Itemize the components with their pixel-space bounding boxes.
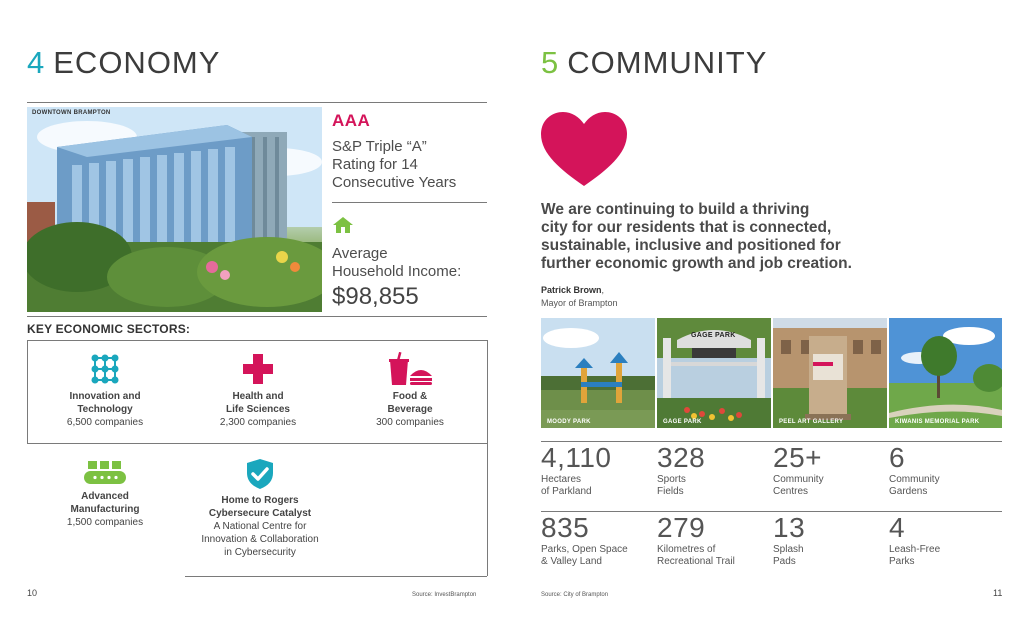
sector-food (350, 352, 470, 429)
sector-count: 1,500 companies (66, 517, 144, 528)
sector-name: Technology (77, 404, 133, 415)
sector-name: Advanced (81, 491, 129, 502)
stat-label: Recreational Trail (657, 556, 735, 567)
quote-line: sustainable, inclusive and positioned for (541, 237, 841, 254)
sector-name: Food & (392, 391, 428, 402)
gallery-illustration (773, 318, 887, 428)
stat-splash-pads (773, 512, 805, 568)
sector-description: Innovation & Collaboration (201, 534, 319, 545)
sectors-box-mid (27, 443, 487, 444)
heart-icon (541, 112, 627, 188)
sectors-box-top (27, 340, 487, 341)
rating-description (332, 138, 487, 192)
income-label-line: Household Income: (332, 263, 462, 280)
stat-value: 6 (889, 442, 906, 473)
income-value: $98,855 (332, 283, 419, 310)
mayor-quote (541, 201, 911, 273)
photo-caption: DOWNTOWN BRAMPTON (32, 110, 111, 116)
sector-description: in Cybersecurity (224, 547, 296, 558)
sector-name: Cybersecure Catalyst (208, 508, 312, 519)
economy-source: Source: InvestBrampton (412, 592, 477, 598)
photo-caption: KIWANIS MEMORIAL PARK (895, 419, 980, 425)
sector-innovation (45, 352, 165, 429)
stat-label: Community (773, 474, 824, 485)
author-name: Patrick Brown (541, 285, 602, 295)
sector-description: A National Centre for (213, 521, 307, 532)
sector-count: 6,500 companies (66, 417, 144, 428)
stat-value: 25+ (773, 442, 822, 473)
stat-label: of Parkland (541, 486, 592, 497)
rating-line: Consecutive Years (332, 174, 457, 191)
sector-name: Health and (232, 391, 284, 402)
sector-count: 300 companies (376, 417, 444, 428)
stat-label: Leash-Free (889, 544, 941, 555)
network-icon (89, 352, 121, 386)
stat-leash-free-parks (889, 512, 940, 568)
sector-count: 2,300 companies (219, 417, 297, 428)
stat-value: 835 (541, 512, 590, 543)
sector-health (198, 352, 318, 429)
stat-label: & Valley Land (541, 556, 602, 567)
page-number-right: 11 (993, 588, 1003, 598)
divider (27, 102, 487, 103)
stat-recreational-trail (657, 512, 735, 568)
gage-park-photo (657, 318, 771, 428)
sectors-heading: KEY ECONOMIC SECTORS: (27, 322, 191, 336)
sectors-box-right (487, 340, 488, 576)
stat-value: 4,110 (541, 442, 612, 473)
stat-open-space (541, 512, 628, 568)
sector-name: Life Sciences (226, 404, 290, 415)
author-role: Mayor of Brampton (541, 298, 618, 308)
sector-name: Home to Rogers (221, 495, 299, 506)
stat-community-centres (773, 442, 824, 498)
stat-value: 328 (657, 442, 706, 473)
sectors-box-bottom (185, 576, 487, 577)
community-section-label: COMMUNITY (567, 45, 768, 80)
drink-burger-icon (386, 352, 434, 386)
stat-label: Sports (657, 474, 686, 485)
peel-art-gallery-photo (773, 318, 887, 428)
downtown-brampton-photo (27, 107, 322, 312)
stat-label: Splash (773, 544, 804, 555)
rating-line: Rating for 14 (332, 156, 418, 173)
sector-name: Beverage (387, 404, 433, 415)
stat-label: Centres (773, 486, 809, 497)
aaa-rating-badge: AAA (332, 111, 371, 130)
stat-value: 13 (773, 512, 806, 543)
economy-section-number: 4 (27, 45, 46, 80)
quote-attribution: Patrick Brown, Mayor of Brampton (541, 285, 618, 308)
park-illustration (889, 318, 1002, 428)
sector-cybersecurity (190, 458, 330, 559)
stat-label: Community (889, 474, 940, 485)
community-source: Source: City of Brampton (541, 592, 609, 598)
stat-label: Pads (773, 556, 796, 567)
stat-label: Parks (889, 556, 915, 567)
downtown-illustration (27, 107, 322, 312)
stat-label: Fields (657, 486, 684, 497)
sector-name: Manufacturing (70, 504, 140, 515)
photo-caption: GAGE PARK (663, 419, 702, 425)
page-number-left: 10 (27, 588, 38, 598)
sector-name: Innovation and (69, 391, 141, 402)
community-section-title (541, 45, 767, 81)
economy-section-title (27, 45, 220, 81)
quote-line: further economic growth and job creation. (541, 255, 852, 272)
shield-check-icon (245, 458, 275, 490)
playground-illustration (541, 318, 655, 428)
stat-community-gardens (889, 442, 940, 498)
income-label (332, 245, 461, 281)
medical-cross-icon (242, 352, 274, 386)
conveyor-icon (83, 460, 127, 486)
rating-line: S&P Triple “A” (332, 138, 427, 155)
community-section-number: 5 (541, 45, 560, 80)
stat-value: 4 (889, 512, 906, 543)
economy-section-label: ECONOMY (53, 45, 221, 80)
moody-park-photo (541, 318, 655, 428)
kiwanis-memorial-park-photo (889, 318, 1002, 428)
house-icon (332, 216, 354, 234)
sector-manufacturing (45, 460, 165, 529)
stat-label: Gardens (889, 486, 928, 497)
stat-label: Parks, Open Space (541, 544, 628, 555)
stat-parkland (541, 442, 612, 498)
stat-label: Kilometres of (657, 544, 716, 555)
income-label-line: Average (332, 245, 388, 262)
stat-label: Hectares (541, 474, 582, 485)
divider (27, 316, 487, 317)
photo-caption: MOODY PARK (547, 419, 591, 425)
photo-caption: PEEL ART GALLERY (779, 419, 844, 425)
quote-line: city for our residents that is connected, (541, 219, 832, 236)
gage-park-sign: GAGE PARK (691, 332, 736, 339)
stat-sports-fields (657, 442, 705, 498)
stat-value: 279 (657, 512, 706, 543)
divider (332, 202, 487, 203)
sectors-box-left (27, 340, 28, 443)
quote-line: We are continuing to build a thriving (541, 201, 810, 218)
